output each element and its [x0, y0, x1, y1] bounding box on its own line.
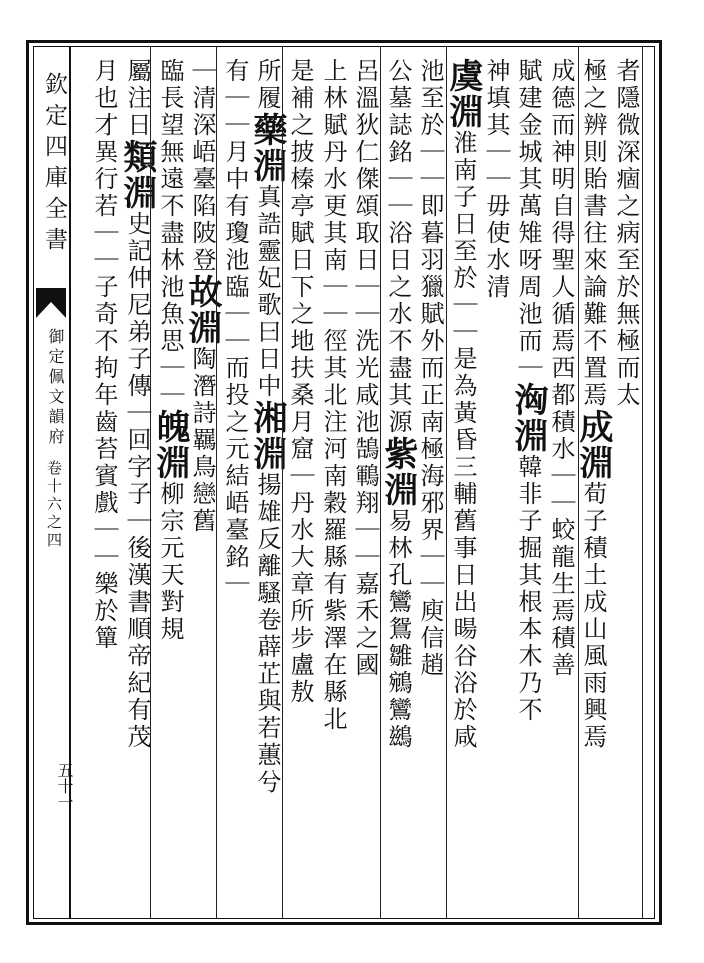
book-subtitle: 御定佩文韻府	[46, 328, 65, 448]
headword: 淵	[573, 445, 613, 481]
text-column	[319, 58, 347, 733]
text-column	[482, 58, 510, 301]
text-column	[286, 58, 314, 706]
headword: 魄	[150, 409, 190, 445]
headword: 淵	[182, 310, 222, 346]
headword: 淵	[117, 175, 157, 211]
headword: 類	[117, 139, 157, 175]
text-column	[378, 58, 418, 751]
text-column	[247, 58, 287, 796]
text-run: 賦建金城其萬雉呀周池而｜	[514, 58, 542, 382]
text-run: 易林孔鸞鴛雛鵷鸞鷀	[384, 508, 412, 751]
text-run: 池至於｜｜即暮羽獵賦外而正南極海邪界｜｜庾信趙	[416, 58, 444, 679]
column-rule	[446, 46, 447, 919]
text-run: 上林賦丹水更其南｜｜徑其北注河南穀羅縣有紫澤在縣北	[319, 58, 347, 733]
column-rule	[578, 46, 579, 919]
text-run: 是補之披榛亭賦日下之地扶桑月窟｜丹水大章所步盧敖	[286, 58, 314, 706]
headword: 虞	[443, 58, 483, 94]
text-run: 成德而神明自得聖人循焉西都	[547, 58, 575, 409]
text-column	[117, 58, 157, 751]
headword: 成	[573, 409, 613, 445]
text-run: 所履	[253, 58, 281, 112]
text-run: 呂溫狄仁傑頌取日｜｜洗光咸池	[351, 58, 379, 436]
headword: 淵	[443, 94, 483, 130]
text-column	[182, 58, 222, 535]
text-column	[612, 58, 640, 409]
headword: 藥	[247, 112, 287, 148]
text-column	[351, 58, 379, 679]
column-rule	[642, 46, 643, 919]
text-column	[416, 58, 444, 679]
text-run: 林池魚思｜｜	[156, 247, 184, 409]
text-column	[547, 58, 575, 679]
headword: 淵	[508, 418, 548, 454]
headword: 紫	[378, 436, 418, 472]
text-run: 陶潛詩羈鳥戀舊	[188, 346, 216, 535]
column-rule	[150, 46, 151, 919]
juan-number: 卷十六之四	[45, 460, 63, 550]
column-rule	[282, 46, 283, 919]
text-run: 荀子積土成山風雨興焉	[579, 481, 607, 751]
text-column	[221, 58, 249, 598]
text-run: 真誥靈妃歌曰日中	[253, 184, 281, 400]
headword: 淵	[378, 472, 418, 508]
headword: 洶	[508, 382, 548, 418]
headword: 淵	[247, 436, 287, 472]
text-column	[508, 58, 548, 724]
text-run: 臨長望無遠不盡	[156, 58, 184, 247]
text-run: 積水｜｜蛟龍生焉積善	[547, 409, 575, 679]
column-rule	[216, 46, 217, 919]
text-run: 臨｜｜而投之元結峿臺銘｜	[221, 274, 249, 598]
text-run: 極之辨則貽書往來論難不置焉	[579, 58, 607, 409]
text-run: 柳宗元天對規	[156, 481, 184, 643]
text-column	[573, 58, 613, 751]
text-run: ｜清深峿臺陷陂登	[188, 58, 216, 274]
text-column	[443, 58, 483, 751]
text-run: 有｜｜月中有瓊池	[221, 58, 249, 274]
text-run: 者隱微深痼之病至於無極而太	[612, 58, 640, 409]
text-column	[90, 58, 118, 652]
text-run: 韓非子掘其根本木乃不	[514, 454, 542, 724]
text-run: 淮南子日至於｜｜是為黃昏三輔舊事日出暘谷浴於咸	[449, 130, 477, 751]
text-run: 史記仲尼弟子傳｜回字子｜後漢書順帝紀有茂	[123, 211, 151, 751]
headword: 故	[182, 274, 222, 310]
text-run: 公墓誌銘｜｜浴日之水不盡其源	[384, 58, 412, 436]
headword: 湘	[247, 400, 287, 436]
headword: 淵	[150, 445, 190, 481]
text-run: 月也	[90, 58, 118, 112]
text-column	[150, 58, 190, 643]
text-run: 神填其｜｜毋使水清	[482, 58, 510, 301]
headword: 淵	[247, 148, 287, 184]
text-run: 鵠鶤翔｜｜嘉禾之國	[351, 436, 379, 679]
text-run: 屬注日	[123, 58, 151, 139]
column-rule	[380, 46, 381, 919]
text-run: 揚雄反離騷卷薜芷與若蕙兮	[253, 472, 281, 796]
page-number: 五十一	[55, 762, 74, 810]
book-title: 欽定四庫全書	[41, 72, 67, 258]
text-run: 才異行若｜｜子奇不拘年齒苔賓戲｜｜樂於簞	[90, 112, 118, 652]
fishtail-mark-icon	[36, 288, 66, 318]
